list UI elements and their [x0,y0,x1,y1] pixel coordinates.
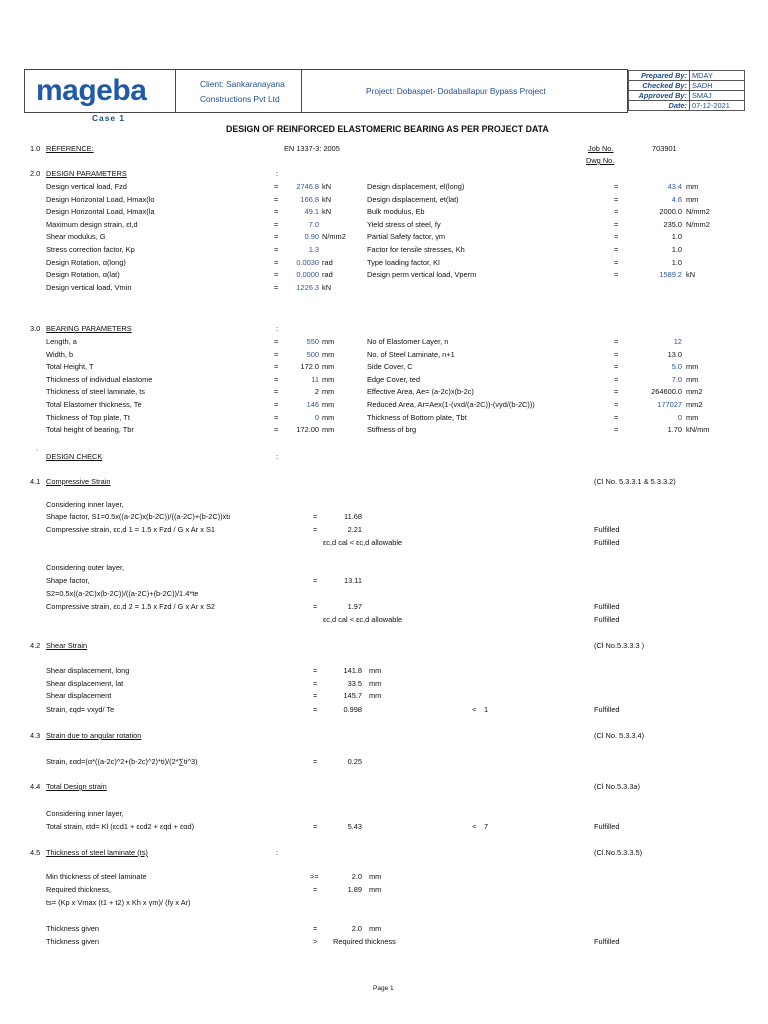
s44-num: 4.4 [30,782,41,791]
case-label: Case 1 [92,113,126,123]
param-unit: mm [322,425,335,435]
param-value: 0 [677,412,682,422]
s41-cs2-eq: = [313,602,318,611]
param-value: 43.4 [667,182,682,191]
param-eq: = [614,219,619,229]
shear-value: 33.5 [347,678,362,688]
s42-num: 4.2 [30,641,41,650]
s42-strain-status: Fulfilled [594,705,620,714]
param-label: Edge Cover, ted [367,374,421,384]
project-title: Project: Dobaspet- Dodaballapur Bypass Project [366,86,546,96]
s42-strain-cmp: < [472,705,477,714]
shear-eq: = [313,678,318,688]
param-label: Thickness of individual elastome [46,374,153,384]
param-eq: = [614,232,619,242]
param-unit: N/mm2 [322,232,346,242]
param-unit: mm [686,194,699,204]
param-value: 11 [311,374,319,384]
param-label: Partial Safety factor, γm [367,232,446,242]
param-value: 7.0 [308,219,319,229]
s43-val: 0.25 [347,757,362,766]
s41-sf1-label: Shape factor, S1=0.5x((a-2C)x(b-2C))/((a-2C)+(b-2C))xti [46,512,230,521]
param-eq: = [274,412,279,422]
param-unit: mm [686,182,699,191]
param-label: Design Rotation, α(long) [46,257,126,267]
param-label: Thickness of Bottom plate, Tbt [367,412,467,422]
s41-outer: Considering outer layer, [46,563,125,572]
param-label: No. of Steel Laminate, n+1 [367,349,455,359]
page-number: Page 1 [373,985,394,992]
param-unit: mm [322,349,335,359]
s44-status: Fulfilled [594,822,620,831]
dc-tick: ` [36,448,39,457]
param-value: 166.8 [300,194,319,204]
param-eq: = [614,387,619,397]
param-label: Bulk modulus, Eb [367,207,425,217]
param-value: 1.0 [671,245,682,254]
param-label: Design displacement, et(lat) [367,194,459,204]
meta-key: Prepared By: [629,71,690,81]
param-value: 0.90 [304,232,319,242]
meta-key: Checked By: [629,81,690,91]
param-eq: = [274,400,279,409]
s45-clause: (Cl.No.5.3.3.5) [594,848,643,857]
s41-inner: Considering inner layer, [46,500,124,509]
param-unit: kN [686,270,696,280]
shear-label: Shear displacement, long [46,666,130,675]
s42-strain-val: 0.998 [343,705,362,714]
s41-num: 4.1 [30,477,41,486]
param-value: 550 [306,337,319,346]
s44-label: Total strain, εtd= Kl (εcd1 + εcd2 + εqd + εαd) [46,822,195,831]
param-value: 1.0 [671,232,682,242]
param-label: Width, b [46,349,74,359]
param-value: 13.0 [667,349,682,359]
s45-min-eq: >= [310,872,319,881]
param-label: Design perm vertical load, Vperm [367,270,477,280]
s41-cmp1-status: Fulfilled [594,538,620,547]
param-unit: mm2 [686,387,703,397]
param-label: Type loading factor, Kl [367,257,440,267]
s44-eq: = [313,822,318,831]
ref-label: REFERENCE: [46,144,94,153]
param-eq: = [614,270,619,280]
s43-clause: (Cl No. 5.3.3.4) [594,731,645,740]
param-value: 7.0 [671,374,682,384]
dc-heading: DESIGN CHECK [46,452,103,461]
param-eq: = [614,362,619,372]
param-value: 4.6 [671,194,682,204]
param-eq: = [274,207,279,217]
param-value: 172.00 [296,425,319,435]
s41-sf1-val: 11.68 [344,512,362,521]
meta-value: SADH [690,81,745,91]
shear-unit: mm [369,678,382,688]
param-label: Reduced Area, Ar=Aex(1-(vxd/(a-2C))-(vyd/(b-2C))) [367,400,535,409]
shear-label: Shear displacement [46,691,112,701]
s41-cmp1: εc,d cal < εc,d allowable [323,538,403,547]
param-eq: = [274,257,279,267]
param-eq: = [614,182,619,191]
param-unit: mm [322,412,335,422]
s41-cs2-label: Compressive strain, εc,d 2 = 1.5 x Fzd / G x Ar x S2 [46,602,216,611]
param-unit: N/mm2 [686,219,710,229]
param-eq: = [614,257,619,267]
param-label: Design Horizontal Load, Hmax(la [46,207,155,217]
param-label: Thickness of Top plate, Tt [46,412,130,422]
s41-sf1-eq: = [313,512,318,521]
s45-req-label: Required thickness, [46,885,111,894]
s43-heading: Strain due to angular rotation [46,731,142,740]
s41-sf2-formula: S2=0.5x((a-2C)x(b-2C))/((a-2C)+(b-2C))/1.4*te [46,589,199,598]
param-unit: mm [322,387,335,397]
param-eq: = [614,207,619,217]
param-eq: = [614,349,619,359]
param-unit: mm2 [686,400,703,409]
s41-cs1-label: Compressive strain, εc,d 1 = 1.5 x Fzd / G x Ar x S1 [46,525,216,534]
param-unit: kN [322,282,332,292]
param-eq: = [614,400,619,409]
param-eq: = [274,219,279,229]
bp-heading: BEARING PARAMETERS [46,324,132,333]
job-label: Job No. [588,144,614,153]
s45-min-label: Min thickness of steel laminate [46,872,147,881]
shear-value: 141.8 [343,666,362,675]
s45-req-val: 1.89 [347,885,362,894]
param-eq: = [614,412,619,422]
param-label: Shear modulus, G [46,232,106,242]
ref-value: EN 1337-3: 2005 [284,144,340,153]
s41-cs2-val: 1.97 [347,602,362,611]
s43-eq: = [313,757,318,766]
param-label: Design vertical load, Vmin [46,282,132,292]
s44-lim: 7 [484,822,489,831]
param-value: 5.0 [671,362,682,372]
s45-min-val: 2.0 [351,872,362,881]
s45-given1-val: 2.0 [351,924,362,933]
param-eq: = [274,362,279,372]
param-value: 0 [314,412,319,422]
param-unit: mm [322,362,335,372]
param-value: 172.0 [300,362,319,372]
bp-num: 3.0 [30,324,41,333]
param-value: 177027 [657,400,682,409]
param-value: 146 [306,400,319,409]
param-eq: = [274,270,279,280]
param-eq: = [614,337,619,346]
s41-sf2-eq: = [313,576,318,585]
param-label: No of Elastomer Layer, n [367,337,449,346]
param-unit: rad [322,270,333,280]
param-eq: = [614,425,619,435]
param-label: Maximum design strain, εt,d [46,219,138,229]
s44-clause: (Cl No.5.3.3a) [594,782,641,791]
param-unit: mm [686,362,699,372]
s45-given2-status: Fulfilled [594,937,620,946]
s44-heading: Total Design strain [46,782,107,791]
param-value: 500 [306,349,319,359]
s45-given2-eq: > [313,937,318,946]
mageba-logo: mageba [36,74,147,107]
s42-strain-eq: = [313,705,318,714]
param-unit: mm [686,412,699,422]
bp-colon: : [276,324,279,333]
s45-min-unit: mm [369,872,382,881]
meta-value: 07-12-2021 [690,101,745,111]
param-unit: rad [322,257,333,267]
s41-sf2-label: Shape factor, [46,576,90,585]
param-label: Length, a [46,337,77,346]
header-client-cell [175,69,302,113]
param-eq: = [274,245,279,254]
s42-clause: (Cl No.5.3.3.3 ) [594,641,645,650]
param-label: Stress correction factor, Kp [46,245,135,254]
param-eq: = [274,387,279,397]
param-unit: N/mm2 [686,207,710,217]
param-unit: mm [322,400,335,409]
param-label: Design vertical load, Fzd [46,182,127,191]
meta-value: SMAJ [690,91,745,101]
param-value: 264600.0 [651,387,682,397]
s42-strain-label: Strain, εqd= vxyd/ Te [46,705,115,714]
shear-unit: mm [369,666,382,675]
param-label: Total height of bearing, Tbr [46,425,134,435]
meta-key: Approved By: [629,91,690,101]
param-eq: = [274,337,279,346]
s45-req-unit: mm [369,885,382,894]
s45-heading: Thickness of steel laminate (ts) [46,848,148,857]
s45-given1-unit: mm [369,924,382,933]
s44-val: 5.43 [347,822,362,831]
s45-colon: : [276,848,279,857]
param-eq: = [274,182,279,191]
param-eq: = [274,425,279,435]
s42-strain-lim: 1 [484,705,489,714]
dp-num: 2.0 [30,169,41,178]
s44-cmp: < [472,822,477,831]
param-eq: = [614,245,619,254]
dp-heading: DESIGN PARAMETERS [46,169,127,178]
param-label: Yield stress of steel, fy [367,219,441,229]
param-value: 1589.2 [659,270,682,280]
s41-heading: Compressive Strain [46,477,111,486]
param-label: Thickness of steel laminate, ts [46,387,145,397]
shear-unit: mm [369,691,382,701]
dwg-label: Dwg No. [586,156,615,165]
s41-cs1-status: Fulfilled [594,525,620,534]
param-unit: kN [322,182,332,191]
param-value: 12 [673,337,682,346]
s43-num: 4.3 [30,731,41,740]
client-line-2: Constructions Pvt Ltd [200,94,280,104]
param-eq: = [274,349,279,359]
param-value: 49.1 [304,207,319,217]
param-value: 0.0000 [296,270,319,280]
param-label: Total Height, T [46,362,94,372]
param-unit: mm [686,374,699,384]
s45-given2-text: Required thickness [333,937,396,946]
dc-colon: : [276,452,279,461]
s41-cs1-eq: = [313,525,318,534]
shear-label: Shear displacement, lat [46,678,124,688]
s45-req-formula: ts= (Kp x Vmax (t1 + t2) x Kh x γm)/ (fy x Ar) [46,898,191,907]
s45-num: 4.5 [30,848,41,857]
s45-given1-label: Thickness given [46,924,99,933]
dp-colon: : [276,169,279,178]
param-value: 1.0 [671,257,682,267]
meta-table [628,70,745,111]
s41-cmp2-status: Fulfilled [594,615,620,624]
param-label: Stiffness of brg [367,425,417,435]
s41-cs1-val: 2.21 [347,525,362,534]
param-value: 1.3 [308,245,319,254]
s45-req-eq: = [313,885,318,894]
param-value: 2746.8 [296,182,319,191]
client-line-1: Client: Sankaranayana [200,79,285,89]
s43-label: Strain, εαd=(α*((a-2c)^2+(b-2c)^2)*ti)/(2*∑ti^3) [46,757,198,766]
s44-inner: Considering inner layer, [46,809,124,818]
shear-eq: = [313,691,318,701]
s41-cs2-status: Fulfilled [594,602,620,611]
param-unit: kN/mm [686,425,710,435]
param-label: Design Horizontal Load, Hmax(lo [46,194,155,204]
s41-clause: (Cl No. 5.3.3.1 & 5.3.3.2) [594,477,676,486]
param-value: 2 [314,387,319,397]
param-unit: kN [322,207,332,217]
shear-value: 145.7 [343,691,362,701]
param-eq: = [274,282,279,292]
param-unit: kN [322,194,332,204]
param-label: Side Cover, C [367,362,413,372]
s45-given2-label: Thickness given [46,937,99,946]
ref-num: 1.0 [30,144,41,153]
job-value: 703901 [652,144,677,153]
shear-eq: = [313,666,318,675]
param-value: 235.0 [663,219,682,229]
s41-sf2-val: 13.11 [344,576,362,585]
param-eq: = [614,194,619,204]
param-value: 1.70 [667,425,682,435]
param-label: Factor for tensile stresses, Kh [367,245,465,254]
param-unit: mm [322,337,335,346]
param-eq: = [274,194,279,204]
page-title: DESIGN OF REINFORCED ELASTOMERIC BEARING AS PER PROJECT DATA [226,124,549,134]
param-eq: = [274,232,279,242]
s45-given1-eq: = [313,924,318,933]
param-value: 2000.0 [659,207,682,217]
param-value: 1226.3 [296,282,319,292]
param-unit: mm [322,374,335,384]
param-value: 0.0030 [296,257,319,267]
param-label: Total Elastomer thickness, Te [46,400,142,409]
meta-key: Date: [629,101,690,111]
s42-heading: Shear Strain [46,641,88,650]
meta-value: MDAY [690,71,745,81]
s41-cmp2: εc,d cal < εc,d allowable [323,615,403,624]
param-label: Design displacement, el(long) [367,182,465,191]
param-eq: = [274,374,279,384]
param-label: Effective Area, Ae= (a-2c)x(b-2c) [367,387,474,397]
param-label: Design Rotation, α(lat) [46,270,120,280]
param-eq: = [614,374,619,384]
